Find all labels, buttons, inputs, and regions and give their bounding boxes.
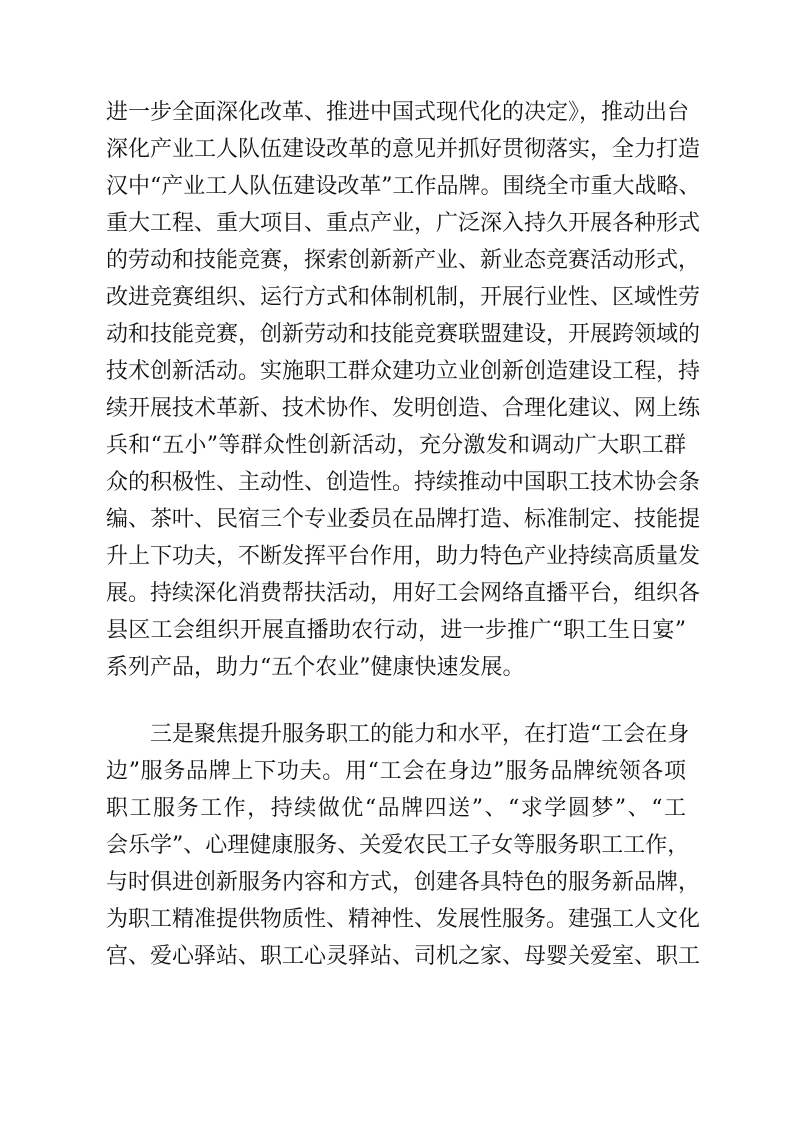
paragraph-line: 进一步全面深化改革、推进中国式现代化的决定》，推动出台: [106, 100, 690, 125]
paragraph-line: 技术创新活动。实施职工群众建功立业创新创造建设工程，持: [106, 359, 701, 384]
paragraph-line: 边”服务品牌上下功夫。用“工会在身边”服务品牌统领各项: [106, 759, 686, 784]
paragraph-line: 升上下功夫，不断发挥平台作用，助力特色产业持续高质量发: [106, 544, 701, 569]
paragraph-line: 系列产品，助力“五个农业”健康快速发展。: [106, 655, 525, 680]
paragraph-line: 展。持续深化消费帮扶活动，用好工会网络直播平台，组织各: [106, 581, 701, 606]
paragraph-line: 改进竞赛组织、运行方式和体制机制，开展行业性、区域性劳: [106, 285, 701, 310]
paragraph-line: 续开展技术革新、技术协作、发明创造、合理化建议、网上练: [106, 396, 701, 421]
paragraph-line: 编、茶叶、民宿三个专业委员在品牌打造、标准制定、技能提: [106, 507, 701, 532]
paragraph-line: 为职工精准提供物质性、精神性、发展性服务。建强工人文化: [106, 907, 701, 932]
paragraph-line: 会乐学”、心理健康服务、关爱农民工子女等服务职工工作，: [106, 833, 690, 858]
paragraph-line: 三是聚焦提升服务职工的能力和水平，在打造“工会在身: [150, 722, 690, 747]
paragraph-line: 众的积极性、主动性、创造性。持续推动中国职工技术协会条: [106, 470, 701, 495]
paragraph-line: 汉中“产业工人队伍建设改革”工作品牌。围绕全市重大战略、: [106, 174, 701, 199]
paragraph-line: 职工服务工作，持续做优“品牌四送”、“求学圆梦”、“工: [106, 796, 686, 821]
paragraph-line: 深化产业工人队伍建设改革的意见并抓好贯彻落实，全力打造: [106, 137, 701, 162]
paragraph-line: 与时俱进创新服务内容和方式，创建各具特色的服务新品牌，: [106, 870, 701, 895]
paragraph-line: 宫、爱心驿站、职工心灵驿站、司机之家、母婴关爱室、职工: [106, 944, 701, 969]
paragraph-line: 的劳动和技能竞赛，探索创新新产业、新业态竞赛活动形式，: [106, 248, 701, 273]
paragraph-line: 动和技能竞赛，创新劳动和技能竞赛联盟建设，开展跨领域的: [106, 322, 701, 347]
paragraph-line: 重大工程、重大项目、重点产业，广泛深入持久开展各种形式: [106, 211, 701, 236]
paragraph-line: 县区工会组织开展直播助农行动，进一步推广“职工生日宴”: [106, 618, 686, 643]
paragraph-line: 兵和“五小”等群众性创新活动，充分激发和调动广大职工群: [106, 433, 686, 458]
